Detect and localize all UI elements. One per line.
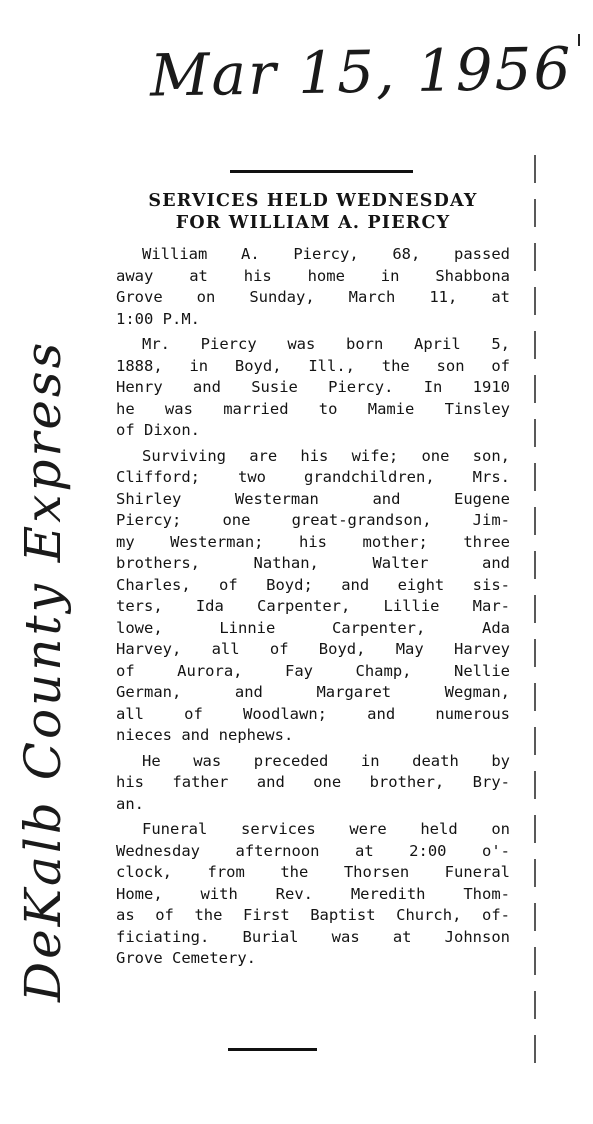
text-line: an. [116, 794, 144, 813]
text-line: Harvey, all of Boyd, May Harvey [116, 640, 510, 658]
text-line: Grove Cemetery. [116, 949, 256, 967]
text-line: Mr. Piercy was born April 5, [142, 335, 510, 353]
headline-line: SERVICES HELD WEDNESDAY [148, 191, 478, 211]
text-line: Charles, of Boyd; and eight sis- [116, 575, 510, 594]
text-line: William A. Piercy, 68, passed [142, 245, 510, 263]
text-line: Home, with Rev. Meredith Thom- [116, 884, 510, 903]
paragraph-survivors [116, 446, 510, 747]
paragraph-birth [116, 334, 510, 442]
text-line: Funeral services were held on [142, 820, 510, 838]
text-line: all of Woodlawn; and numerous [116, 704, 510, 723]
text-line: Wednesday afternoon at 2:00 o'- [116, 841, 510, 860]
paragraph-preceded [116, 751, 510, 816]
handwritten-source: DeKalb County Express [14, 339, 72, 1002]
paragraph-death [116, 244, 510, 330]
text-line: Henry and Susie Piercy. In 1910 [116, 378, 510, 396]
headline-line: FOR WILLIAM A. PIERCY [175, 213, 451, 233]
text-line: Grove on Sunday, March 11, at [116, 288, 510, 306]
text-line: He was preceded in death by [142, 751, 510, 770]
text-line: he was married to Mamie Tinsley [116, 399, 510, 418]
text-line: Clifford; two grandchildren, Mrs. [116, 468, 510, 486]
text-line: clock, from the Thorsen Funeral [116, 863, 510, 881]
handwritten-date: Mar 15, 1956 [149, 34, 573, 110]
top-rule [230, 170, 413, 173]
text-line: his father and one brother, Bry- [116, 773, 510, 791]
text-line: of Aurora, Fay Champ, Nellie [116, 661, 510, 680]
text-line: Piercy; one great-grandson, Jim- [116, 511, 510, 529]
text-line: 1888, in Boyd, Ill., the son of [116, 356, 510, 375]
obituary-article [116, 190, 510, 974]
text-line: brothers, Nathan, Walter and [116, 554, 510, 572]
text-line: Surviving are his wife; one son, [142, 446, 510, 465]
text-line: ters, Ida Carpenter, Lillie Mar- [116, 597, 510, 615]
text-line: as of the First Baptist Church, of- [116, 906, 510, 924]
text-line: nieces and nephews. [116, 726, 294, 744]
headline [116, 190, 510, 234]
column-rule [534, 155, 536, 1075]
text-line: away at his home in Shabbona [116, 266, 510, 285]
text-line: of Dixon. [116, 421, 200, 439]
bottom-rule [228, 1048, 317, 1051]
text-line: ficiating. Burial was at Johnson [116, 927, 510, 946]
text-line: my Westerman; his mother; three [116, 532, 510, 551]
paragraph-funeral [116, 819, 510, 970]
text-line: 1:00 P.M. [116, 309, 200, 328]
text-line: Shirley Westerman and Eugene [116, 489, 510, 508]
edge-mark [578, 34, 580, 46]
text-line: lowe, Linnie Carpenter, Ada [116, 618, 510, 637]
text-line: German, and Margaret Wegman, [116, 683, 510, 701]
